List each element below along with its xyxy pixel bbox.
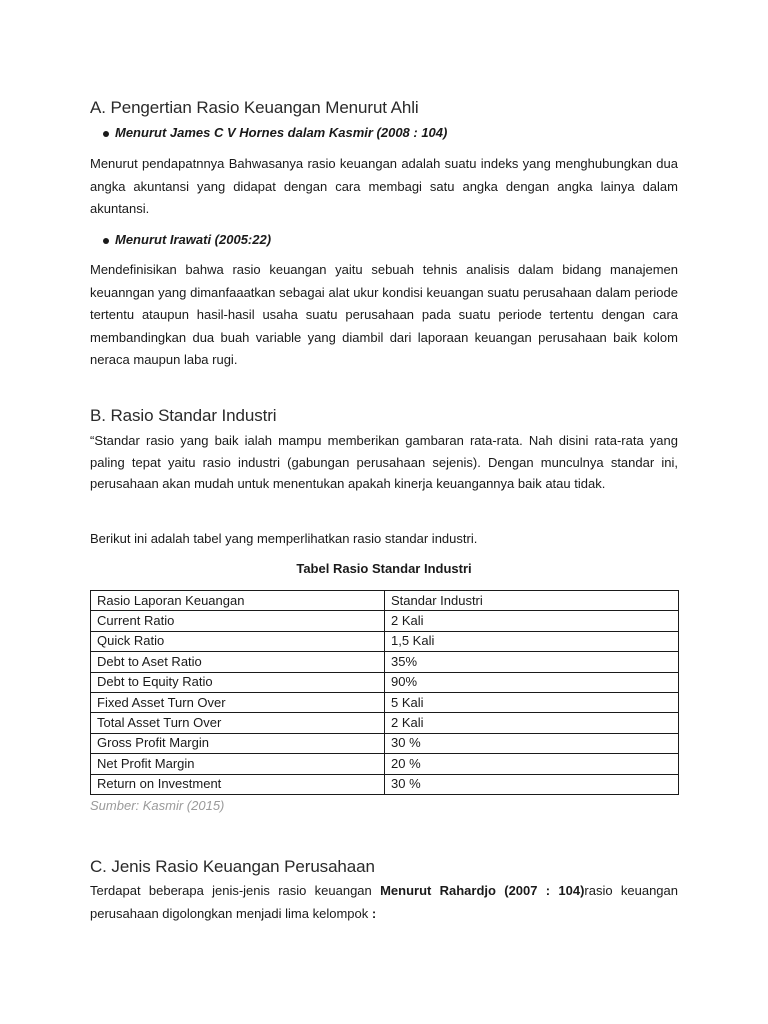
table-cell: Total Asset Turn Over [91,713,385,733]
table-cell: 35% [385,652,679,672]
table-cell: Return on Investment [91,774,385,794]
table-row [91,672,679,692]
table-cell: Debt to Aset Ratio [91,652,385,672]
paragraph-c1-citation: Menurut Rahardjo (2007 : 104) [380,883,585,898]
paragraph-c1 [90,880,678,925]
paragraph-c1-colon: : [371,905,377,921]
table-title: Tabel Rasio Standar Industri [296,561,472,576]
table-row [91,652,679,672]
table-header-cell: Standar Industri [385,591,679,611]
section-a-heading: A. Pengertian Rasio Keuangan Menurut Ahli [90,98,419,117]
table-cell: 2 Kali [385,611,679,631]
table-cell: Current Ratio [91,611,385,631]
paragraph-a2: Mendefinisikan bahwa rasio keuangan yaitu sebuah tehnis analisis dalam bidang manajemen keuanngan yang dimanfaaatkan sebagai alat ukur kondisi keuangan suatu perusahaan dalam periode tertentu ataupun hasil-hasil usaha suatu perusahaan pada suatu periode tertentu dengan cara membandingkan dua buah variable yang diambil dari laporaan keuangan perusahaan baik kolom neraca maupun laba rugi. [90,262,678,367]
table-cell: 1,5 Kali [385,631,679,651]
table-cell: 2 Kali [385,713,679,733]
table-cell: 5 Kali [385,692,679,712]
paragraph-a1: Menurut pendapatnnya Bahwasanya rasio keuangan adalah suatu indeks yang menghubungkan dua angka akuntansi yang didapat dengan cara membagi satu angka dengan angka lainya dalam akuntansi. [90,156,678,216]
table-cell: 20 % [385,754,679,774]
table-row [91,713,679,733]
table-row [91,754,679,774]
table-cell: Net Profit Margin [91,754,385,774]
ratio-table [90,590,679,795]
table-cell: Fixed Asset Turn Over [91,692,385,712]
table-row [91,631,679,651]
table-cell: 90% [385,672,679,692]
table-header-cell: Rasio Laporan Keuangan [91,591,385,611]
bullet-james-hornes: Menurut James C V Hornes dalam Kasmir (2008 : 104) [115,125,448,140]
section-b-heading: B. Rasio Standar Industri [90,406,277,425]
table-cell: 30 % [385,774,679,794]
paragraph-b1: “Standar rasio yang baik ialah mampu memberikan gambaran rata-rata. Nah disini rata-rata yang paling tepat yaitu rasio industri (gabungan perusahaan sejenis). Dengan munculnya standar ini, perusahaan akan mudah untuk menentukan apakah kinerja keuangannya baik atau tidak. [90,433,678,491]
table-header-row [91,591,679,611]
table-row [91,692,679,712]
table-cell: Debt to Equity Ratio [91,672,385,692]
section-c-heading: C. Jenis Rasio Keuangan Perusahaan [90,857,375,876]
table-row [91,611,679,631]
table-row [91,733,679,753]
table-source: Sumber: Kasmir (2015) [90,798,225,813]
paragraph-c1-start: Terdapat beberapa jenis-jenis rasio keuangan [90,883,381,898]
table-cell: 30 % [385,733,679,753]
paragraph-c1-mid: rasio keuangan perusahaan digolongkan menjadi lima kelompok [90,883,678,921]
table-cell: Gross Profit Margin [91,733,385,753]
paragraph-b2: Berikut ini adalah tabel yang memperlihatkan rasio standar industri. [90,531,478,546]
table-row [91,774,679,794]
bullet-irawati: Menurut Irawati (2005:22) [115,232,272,247]
table-cell: Quick Ratio [91,631,385,651]
